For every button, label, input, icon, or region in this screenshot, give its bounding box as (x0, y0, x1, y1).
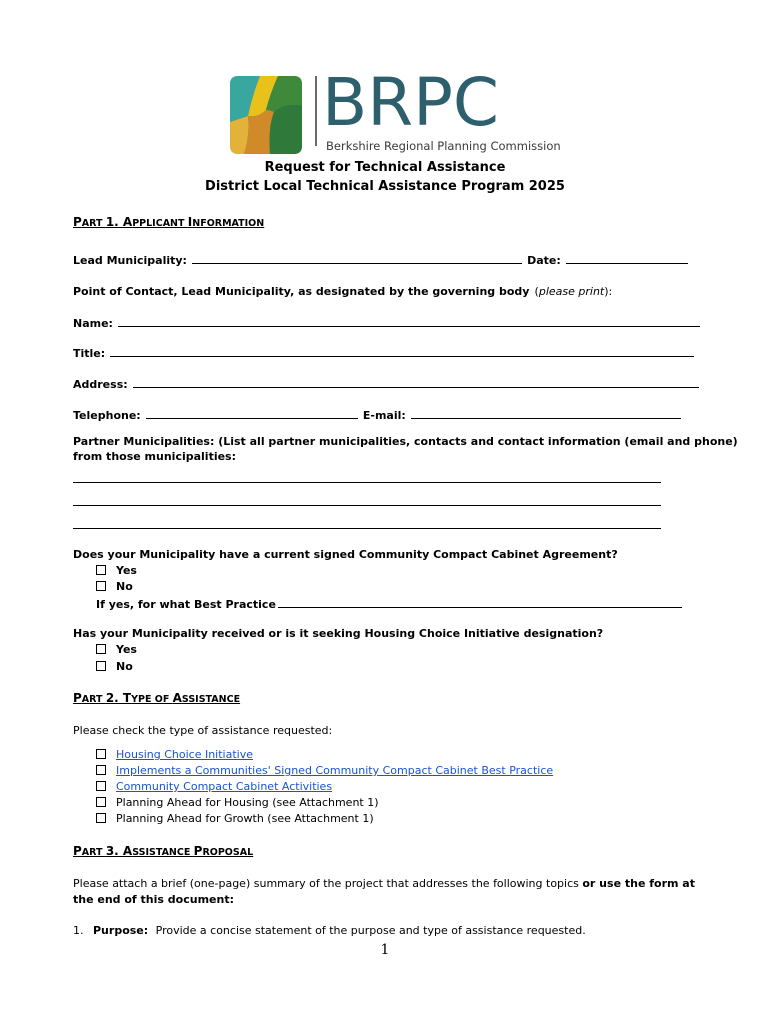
telephone-label: Telephone: (73, 409, 141, 422)
proposal-intro-text: Please attach a brief (one-page) summary of the project that addresses the following topics (73, 877, 579, 890)
purpose-text: Provide a concise statement of the purpose and type of assistance requested. (155, 924, 586, 937)
compact-no-option[interactable] (96, 580, 133, 593)
planning-growth-checkbox[interactable] (96, 813, 106, 823)
proposal-intro-cont: the end of this document: (73, 893, 234, 906)
document-subtitle: District Local Technical Assistance Program 2025 (205, 179, 565, 194)
compact-yes-option[interactable] (96, 564, 137, 577)
part2-heading: PART 2. TYPE OF ASSISTANCE (73, 691, 241, 705)
brpc-logo (230, 64, 561, 161)
title-field[interactable] (110, 345, 694, 357)
compact-yes-label: Yes (116, 564, 137, 577)
assistance-option-planning-housing[interactable] (96, 796, 379, 809)
lead-municipality-label: Lead Municipality: (73, 254, 187, 267)
email-label: E-mail: (362, 409, 406, 422)
date-label: Date: (527, 254, 561, 267)
telephone-field[interactable] (146, 407, 358, 419)
housing-no-checkbox[interactable] (96, 661, 106, 671)
best-practice-field[interactable] (278, 596, 682, 608)
planning-growth-label: Planning Ahead for Growth (see Attachment 1) (116, 812, 374, 825)
address-row (73, 373, 699, 392)
compact-no-label: No (116, 580, 133, 593)
address-label: Address: (73, 378, 128, 391)
housing-choice-checkbox[interactable] (96, 749, 106, 759)
planning-housing-checkbox[interactable] (96, 797, 106, 807)
purpose-item (73, 924, 586, 937)
compact-no-checkbox[interactable] (96, 581, 106, 591)
partner-line-1[interactable] (73, 482, 661, 483)
brpc-logo-mark-icon (230, 76, 302, 154)
assistance-option-best-practice[interactable] (96, 764, 553, 777)
housing-no-option[interactable] (96, 660, 133, 673)
housing-question: Has your Municipality received or is it seeking Housing Choice Initiative designation? (73, 627, 604, 640)
assistance-instruction: Please check the type of assistance requested: (73, 724, 333, 737)
name-field[interactable] (118, 315, 700, 327)
proposal-intro-bold: or use the form at (582, 877, 695, 890)
logo-wordmark: BRPC (322, 64, 500, 141)
title-label: Title: (73, 347, 106, 360)
compact-question: Does your Municipality have a current signed Community Compact Cabinet Agreement? (73, 548, 618, 561)
housing-yes-label: Yes (116, 643, 137, 656)
name-row (73, 312, 700, 331)
partner-line-2[interactable] (73, 505, 661, 506)
housing-choice-link[interactable]: Housing Choice Initiative (116, 748, 253, 761)
purpose-label: Purpose: (93, 924, 149, 937)
logo-subtitle: Berkshire Regional Planning Commission (326, 139, 561, 153)
date-field[interactable] (566, 252, 688, 264)
lead-municipality-field[interactable] (192, 252, 522, 264)
logo-divider (315, 76, 317, 146)
housing-no-label: No (116, 660, 133, 673)
best-practice-label: If yes, for what Best Practice (96, 598, 276, 611)
page-number: 1 (380, 942, 390, 958)
partner-municipalities-label: Partner Municipalities: (List all partner municipalities, contacts and contact information (email and phone) (73, 435, 738, 448)
best-practice-row (96, 596, 682, 611)
document-title: Request for Technical Assistance (264, 160, 506, 175)
best-practice-checkbox[interactable] (96, 765, 106, 775)
proposal-intro (73, 877, 695, 890)
best-practice-link[interactable]: Implements a Communities' Signed Community Compact Cabinet Best Practice (116, 764, 554, 777)
contact-row (73, 404, 681, 423)
compact-activities-link[interactable]: Community Compact Cabinet Activities (116, 780, 333, 793)
name-label: Name: (73, 317, 113, 330)
housing-yes-option[interactable] (96, 643, 137, 656)
part3-heading: PART 3. ASSISTANCE PROPOSAL (73, 844, 254, 858)
please-print-note: please print (538, 285, 605, 298)
part1-heading: PART 1. APPLICANT INFORMATION (73, 215, 265, 229)
title-row (73, 342, 694, 361)
poc-paren-close: ): (604, 285, 613, 298)
compact-activities-checkbox[interactable] (96, 781, 106, 791)
housing-yes-checkbox[interactable] (96, 644, 106, 654)
assistance-option-housing-choice[interactable] (96, 748, 253, 761)
assistance-option-planning-growth[interactable] (96, 812, 374, 825)
point-of-contact-row (73, 280, 612, 299)
partner-line-3[interactable] (73, 528, 661, 529)
compact-yes-checkbox[interactable] (96, 565, 106, 575)
assistance-option-compact-activities[interactable] (96, 780, 332, 793)
email-field[interactable] (411, 407, 681, 419)
partner-municipalities-label-cont: from those municipalities: (73, 450, 237, 463)
purpose-number: 1. (73, 924, 84, 937)
lead-municipality-row (73, 249, 688, 268)
planning-housing-label: Planning Ahead for Housing (see Attachment 1) (116, 796, 379, 809)
poc-paren-open: ( (534, 285, 539, 298)
point-of-contact-text: Point of Contact, Lead Municipality, as designated by the governing body (73, 285, 530, 298)
address-field[interactable] (133, 376, 699, 388)
